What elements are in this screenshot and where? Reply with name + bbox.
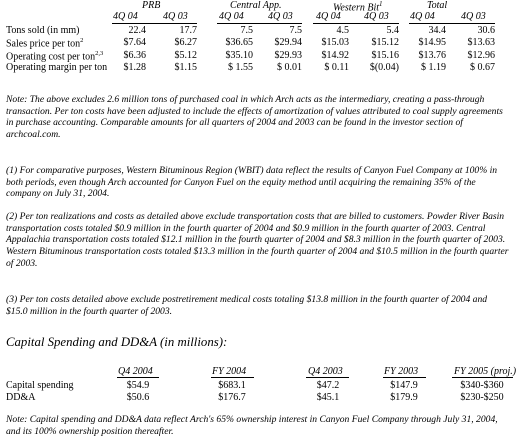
table-cell: 5.4: [386, 25, 399, 36]
table-cell: $15.03: [321, 37, 349, 48]
footnote-3: (3) Per ton costs detailed above exclude postretirement medical costs totaling $13.8 million in the fourth quarter of 2004 and $15.0 million in the fourth quarter of 2003.: [6, 294, 488, 317]
table-cell: $12.96: [467, 50, 495, 61]
table-cell: 7.5: [289, 25, 302, 36]
capex-header-rule: [117, 377, 159, 378]
table-cell: $ 1.55: [228, 62, 253, 73]
capex-row-label: Capital spending: [6, 380, 74, 391]
group-header-central-app: Central App.: [230, 0, 282, 11]
header-rule: [313, 23, 399, 24]
footnote-2: (2) Per ton realizations and costs as detailed above exclude transportation costs that are billed to customers. Powder River Basin transportation costs totaled $0.9 million in the fourth quarter of 2004 and $0.9 million in the fourth quarter of 2003. Central Appalachia transportation costs totaled $12.1 million in the fourth quarter of 2004 and $8.3 million in the fourth quarter of 2003. Western Bituminous transportation costs totaled $13.3 million in the fourth quarter of 2004 and $10.5 million in the fourth quarter of 2003.: [6, 211, 509, 269]
table-cell: $(0.04): [369, 62, 399, 73]
table-cell: $29.94: [274, 37, 302, 48]
table-cell: $36.65: [225, 37, 253, 48]
table-cell: 7.5: [240, 25, 253, 36]
table-cell: 22.4: [128, 25, 146, 36]
capex-col-header: Q4 2004: [118, 366, 153, 377]
capex-header-rule: [452, 377, 513, 378]
period-header: 4Q 04: [410, 11, 435, 22]
capex-cell: $230-$250: [460, 392, 504, 403]
capex-col-header: FY 2004: [212, 366, 247, 377]
row-label-operating-margin: Operating margin per ton: [6, 62, 108, 73]
capex-header-rule: [306, 377, 349, 378]
header-rule: [112, 23, 197, 24]
table-cell: $13.63: [467, 37, 495, 48]
capex-cell: $147.9: [390, 380, 418, 391]
table-cell: 4.5: [336, 25, 349, 36]
table-cell: $15.12: [371, 37, 399, 48]
period-header: 4Q 04: [219, 11, 244, 22]
footnote-1: (1) For comparative purposes, Western Bituminous Region (WBIT) data reflect the results of Canyon Fuel Company at 100% in both periods, even though Arch accounted for Canyon Fuel on the equity method until acquiring the remaining 35% of the company on July 31, 2004.: [6, 165, 498, 200]
table-cell: $14.95: [418, 37, 446, 48]
table-cell: $ 0.67: [470, 62, 495, 73]
table-cell: $ 0.01: [277, 62, 302, 73]
capex-cell: $50.6: [126, 392, 150, 403]
table-cell: $35.10: [225, 50, 253, 61]
row-label-operating-cost: Operating cost per ton$^{2,3}$: [6, 50, 104, 63]
capex-cell: $45.1: [316, 392, 340, 403]
header-rule: [409, 23, 495, 24]
period-header: 4Q 04: [316, 11, 341, 22]
capex-header-rule: [211, 377, 254, 378]
capex-col-header: Q4 2003: [308, 366, 343, 377]
capex-cell: $179.9: [390, 392, 418, 403]
row-label-tons-sold: Tons sold (in mm): [6, 25, 80, 36]
capex-title: Capital Spending and DD&A (in millions):: [6, 335, 228, 349]
table-cell: $15.16: [371, 50, 399, 61]
header-rule: [217, 23, 302, 24]
table-cell: 30.6: [477, 25, 495, 36]
period-header: 4Q 03: [163, 11, 188, 22]
capex-cell: $176.7: [218, 392, 246, 403]
table-cell: $6.27: [174, 37, 197, 48]
capex-header-rule: [383, 377, 426, 378]
period-header: 4Q 03: [364, 11, 389, 22]
table-cell: $7.64: [123, 37, 146, 48]
table-cell: $5.12: [174, 50, 197, 61]
capex-row-label: DD&A: [6, 392, 36, 403]
table-cell: $29.93: [274, 50, 302, 61]
note-paragraph: Note: The above excludes 2.6 million tons of purchased coal in which Arch acts as the intermediary, creating a pass-through transaction. Per ton costs have been adjusted to include the effects of amortization of values attributed to coal supply agreements in purchase accounting. Comparable amounts for all quarters of 2004 and 2003 can be found in the investor section of archcoal.com.: [6, 94, 503, 141]
table-cell: 34.4: [428, 25, 446, 36]
capex-cell: $683.1: [218, 380, 246, 391]
table-cell: $14.92: [321, 50, 349, 61]
period-header: 4Q 03: [268, 11, 293, 22]
capex-cell: $47.2: [316, 380, 340, 391]
table-cell: $13.76: [418, 50, 446, 61]
capex-col-header: FY 2003: [384, 366, 419, 377]
table-cell: $1.15: [174, 62, 197, 73]
row-label-sales-price: Sales price per ton$^2$: [6, 37, 84, 50]
group-header-prb: PRB: [142, 0, 161, 11]
table-cell: $ 0.11: [324, 62, 349, 73]
group-header-total: Total: [427, 0, 448, 11]
table-cell: $6.36: [123, 50, 146, 61]
capex-cell: $340-$360: [460, 380, 504, 391]
period-header: 4Q 04: [113, 11, 138, 22]
group-header-western-bit: Western Bit$^1$: [333, 0, 383, 14]
capex-cell: $54.9: [126, 380, 150, 391]
capex-note: Note: Capital spending and DD&A data reflect Arch's 65% ownership interest in Canyon Fuel Company through July 31, 2004, and its 100% ownership position thereafter.: [6, 414, 498, 437]
table-cell: $1.28: [123, 62, 146, 73]
period-header: 4Q 03: [461, 11, 486, 22]
table-cell: $ 1.19: [421, 62, 446, 73]
capex-col-header: FY 2005 (proj.): [454, 366, 516, 377]
table-cell: 17.7: [179, 25, 197, 36]
